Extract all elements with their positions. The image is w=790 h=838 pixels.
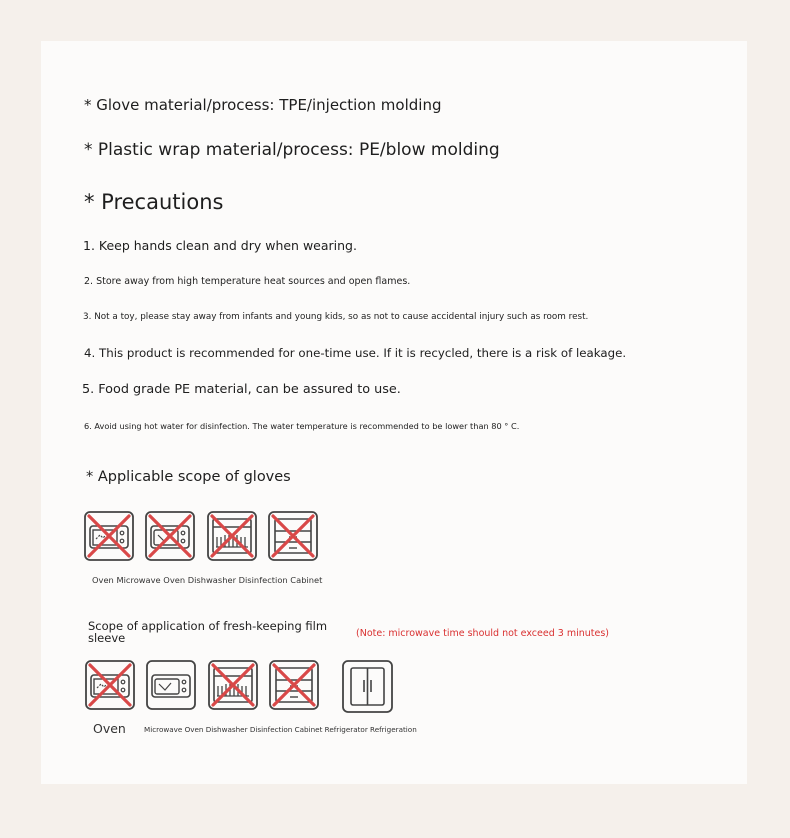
- film-scope-title: Scope of application of fresh-keeping film sleeve: [88, 619, 328, 645]
- precaution-item: 1. Keep hands clean and dry when wearing.: [83, 238, 357, 253]
- precaution-item: 3. Not a toy, please stay away from infants and young kids, so as not to cause accidental injury such as room rest.: [83, 312, 589, 322]
- microwave-icon: [145, 511, 195, 561]
- wrap-material-line: * Plastic wrap material/process: PE/blow molding: [84, 140, 500, 160]
- oven-icon: [84, 511, 134, 561]
- content-card: [41, 41, 747, 784]
- gloves-scope-caption: Oven Microwave Oven Dishwasher Disinfection Cabinet: [92, 575, 323, 585]
- gloves-scope-title: * Applicable scope of gloves: [86, 469, 291, 485]
- precaution-item: 2. Store away from high temperature heat sources and open flames.: [84, 276, 411, 287]
- film-scope-caption: Microwave Oven Dishwasher Disinfection Cabinet Refrigerator Refrigeration: [144, 725, 417, 734]
- microwave-icon: [146, 660, 196, 710]
- precaution-item: 6. Avoid using hot water for disinfection. The water temperature is recommended to be lower than 80 ° C.: [84, 421, 520, 431]
- precautions-title: * Precautions: [84, 190, 224, 214]
- glove-material-line: * Glove material/process: TPE/injection molding: [84, 96, 442, 114]
- oven-icon: [85, 660, 135, 710]
- precaution-item: 4. This product is recommended for one-time use. If it is recycled, there is a risk of leakage.: [84, 346, 627, 360]
- film-oven-caption: Oven: [93, 721, 126, 736]
- microwave-time-note: (Note: microwave time should not exceed 3 minutes): [356, 628, 609, 639]
- disinfection-cabinet-icon: [269, 660, 319, 710]
- dishwasher-icon: [207, 511, 257, 561]
- dishwasher-icon: [208, 660, 258, 710]
- disinfection-cabinet-icon: [268, 511, 318, 561]
- precaution-item: 5. Food grade PE material, can be assured to use.: [82, 382, 401, 397]
- refrigerator-icon: [342, 660, 393, 713]
